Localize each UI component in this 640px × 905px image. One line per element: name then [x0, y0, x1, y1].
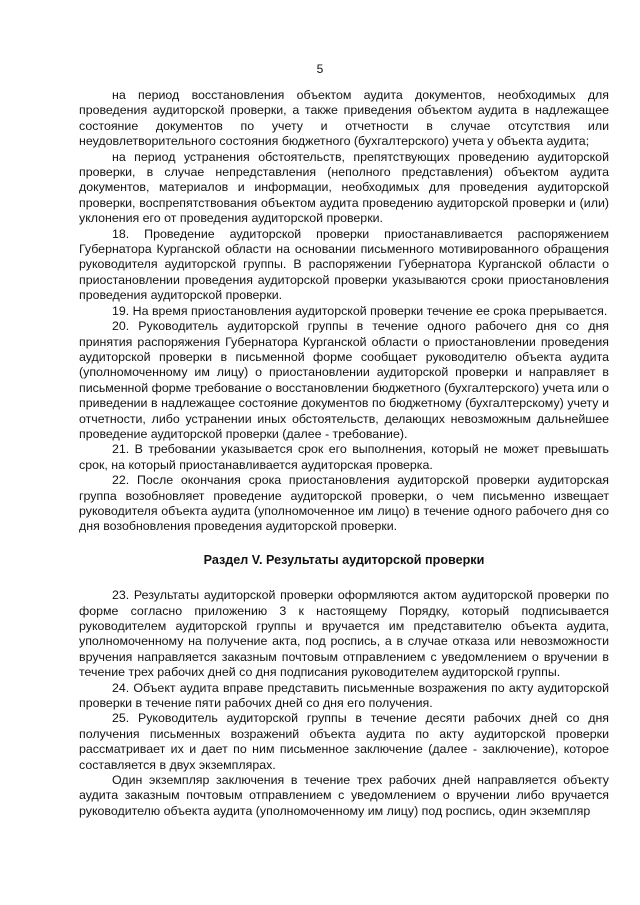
paragraph: 23. Результаты аудиторской проверки оформляются актом аудиторской проверки по форме согласно приложению 3 к настоящему Порядку, который подписывается руководителем аудиторской группы и вручается им представителю объекта аудита, уполномоченному на получение акта, под роспись, а в случае отказа или невозможности вручения направляется заказным почтовым отправлением с уведомлением о вручении в течение трех рабочих дней со дня подписания руководителем аудиторской группы. [79, 588, 609, 680]
paragraph: на период устранения обстоятельств, препятствующих проведению аудиторской проверки, в случае непредставления (неполного представления) объектом аудита документов, материалов и информации, необходимых для проведения аудиторской проверки, воспрепятствования объектом аудита проведению аудиторской проверки и (или) уклонения его от проведения аудиторской проверки. [79, 149, 609, 226]
paragraph: 21. В требовании указывается срок его выполнения, который не может превышать срок, на который приостанавливается аудиторская проверка. [79, 442, 609, 472]
paragraph: 19. На время приостановления аудиторской проверки течение ее срока прерывается. [112, 303, 608, 318]
document-body [79, 88, 609, 819]
paragraph: 25. Руководитель аудиторской группы в течение десяти рабочих дней со дня получения письменных возражений объекта аудита по акту аудиторской проверки рассматривает их и дает по ним письменное заключение (далее - заключение), которое составляется в двух экземплярах. [79, 711, 609, 772]
paragraph: Один экземпляр заключения в течение трех рабочих дней направляется объекту аудита заказным почтовым отправлением с уведомлением о вручении либо вручается руководителю объекта аудита (уполномоченному им лицу) под роспись, один экземпляр [79, 773, 609, 818]
page-number: 5 [316, 62, 324, 76]
paragraph: 20. Руководитель аудиторской группы в течение одного рабочего дня со дня принятия распоряжения Губернатора Курганской области о приостановлении проведения аудиторской проверки в письменной форме сообщает руководителю объекта аудита (уполномоченному им лицу) о приостановлении аудиторской проверки и направляет в письменной форме требование о восстановлении бюджетного (бухгалтерского) учета или о приведении в надлежащее состояние документов по бюджетному (бухгалтерскому) учету и отчетности, либо устранении иных обстоятельств, делающих невозможным дальнейшее проведение аудиторской проверки (далее - требование). [79, 319, 609, 441]
paragraph: 18. Проведение аудиторской проверки приостанавливается распоряжением Губернатора Курганской области на основании письменного мотивированного обращения руководителя аудиторской группы. В распоряжении Губернатора Курганской области о приостановлении проведения аудиторской проверки указываются сроки приостановления проведения аудиторской проверки. [79, 226, 609, 303]
paragraph: на период восстановления объектом аудита документов, необходимых для проведения аудиторской проверки, а также приведения объектом аудита в надлежащее состояние документов по учету и отчетности в случае отсутствия или неудовлетворительного состояния бюджетного (бухгалтерского) учета у объекта аудита; [79, 88, 609, 149]
section-heading: Раздел V. Результаты аудиторской проверки [203, 552, 485, 567]
paragraph: 22. После окончания срока приостановления аудиторской проверки аудиторская группа возобновляет проведение аудиторской проверки, о чем письменно извещает руководителя объекта аудита (уполномоченное им лицо) в течение одного рабочего дня со дня возобновления проведения аудиторской проверки. [79, 473, 609, 534]
paragraph: 24. Объект аудита вправе представить письменные возражения по акту аудиторской проверки в течение пяти рабочих дней со дня его получения. [79, 680, 609, 711]
